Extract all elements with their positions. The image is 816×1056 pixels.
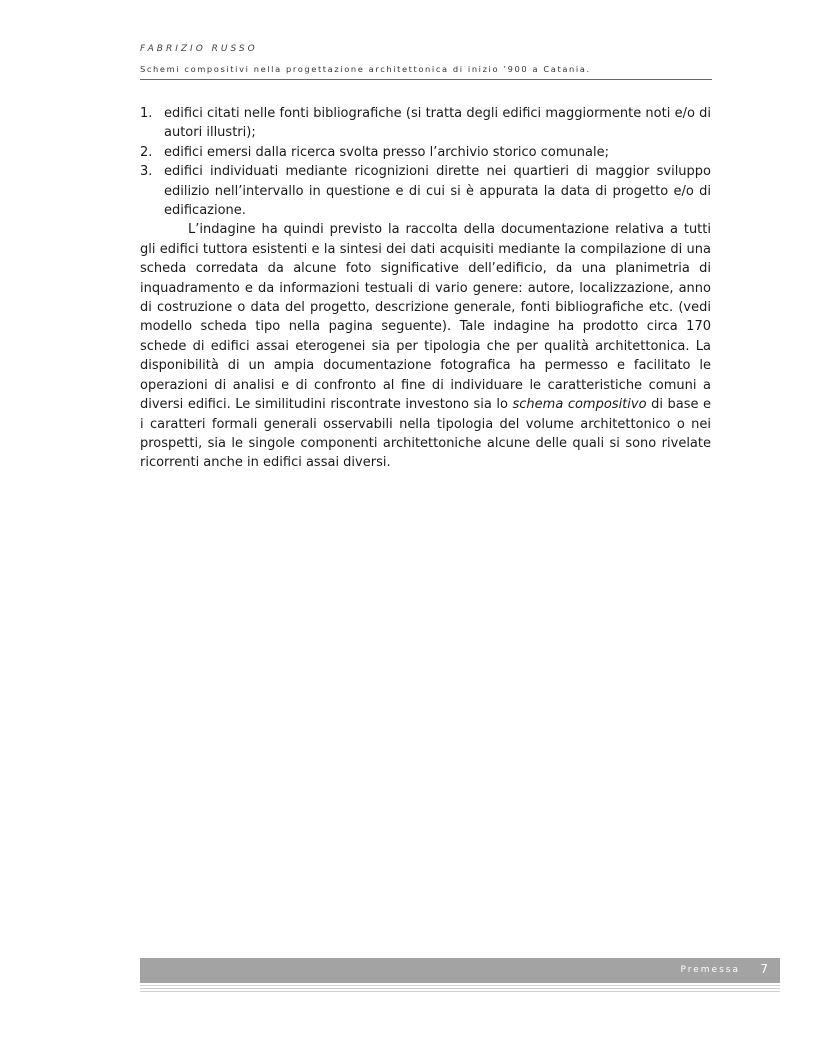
list-item-text: edifici citati nelle fonti bibliografiche (si tratta degli edifici maggiormente noti e/o di autori illustri); [164, 106, 711, 141]
main-body [140, 104, 711, 473]
footer-section-label: Premessa [680, 965, 740, 975]
list-item-text: edifici individuati mediante ricognizioni dirette nei quartieri di maggior sviluppo edilizio nell’intervallo in questione e di cui si è appurata la data di progetto e/o di edificazione. [164, 164, 711, 219]
paragraph-text-part2: di base e i caratteri formali generali osservabili nella tipologia del volume architettonico o nei prospetti, sia le singole componenti architettoniche alcune delle quali si sono rivelate ricorrenti anche in edifici assai diversi. [140, 397, 712, 471]
list-item-text: edifici emersi dalla ricerca svolta presso l’archivio storico comunale; [164, 144, 609, 160]
paragraph-text-part1: L’indagine ha quindi previsto la raccolta della documentazione relativa a tutti gli edifici tuttora esistenti e la sintesi dei dati acquisiti mediante la compilazione di una scheda corredata da alcune foto significative dell’edificio, da una planimetria di inquadramento e da informazioni testuali di vario genere: autore, localizzazione, anno di costruzione o data del progetto, descrizione generale, fonti bibliografiche etc. (vedi modello scheda tipo nella pagina seguente). Tale indagine ha prodotto circa 170 schede di edifici assai eterogenei sia per tipologia che per qualità architettonica. La disponibilità di un ampia documentazione fotografica ha permesso e facilitato le operazioni di analisi e di confronto al fine di individuare le caratteristiche comuni a diversi edifici. Le similitudini riscontrate investono sia lo [140, 222, 711, 413]
list-number: 1. [140, 106, 153, 121]
page-number: 7 [760, 962, 768, 976]
list-item [140, 162, 711, 220]
list-item [140, 143, 711, 162]
list-number: 2. [140, 144, 153, 160]
header-divider [140, 79, 712, 80]
header-author: FABRIZIO RUSSO [140, 44, 258, 54]
paragraph-emphasis: schema compositivo [512, 397, 647, 413]
header-title: Schemi compositivi nella progettazione architettonica di inizio ’900 a Catania. [140, 64, 591, 74]
list-number: 3. [140, 164, 153, 180]
footer-lines [140, 985, 780, 993]
source-list [140, 104, 711, 220]
body-paragraph [140, 220, 711, 472]
list-item [140, 104, 711, 143]
